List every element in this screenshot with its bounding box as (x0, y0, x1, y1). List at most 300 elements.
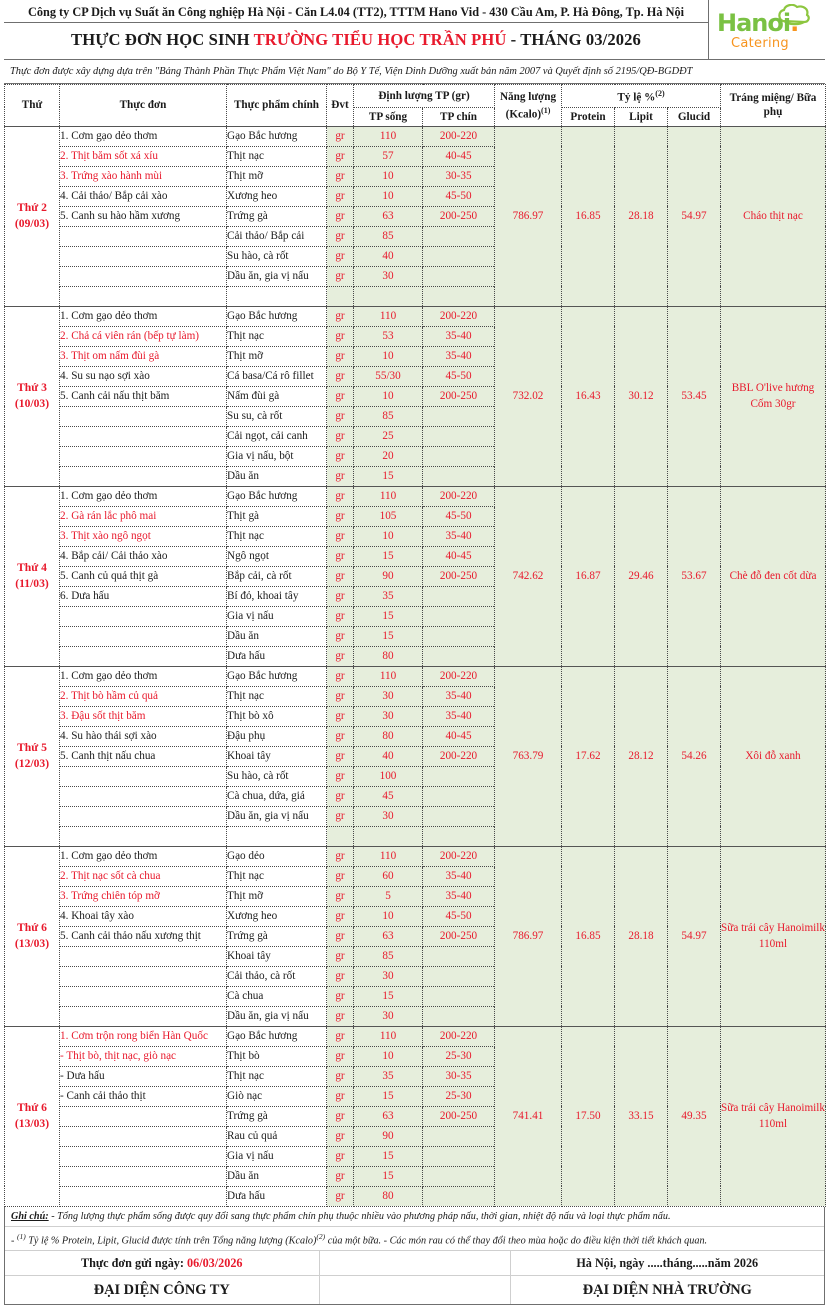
food-unit: gr (327, 386, 354, 406)
lipit-value: 33.15 (615, 1026, 668, 1206)
food-unit: gr (327, 626, 354, 646)
food-name: Thịt nạc (227, 326, 327, 346)
day-date: (13/03) (14, 937, 50, 951)
col-nang-luong (495, 85, 562, 127)
raw-weight: 110 (354, 666, 423, 686)
cooked-empty (423, 766, 495, 786)
food-unit: gr (327, 546, 354, 566)
food-name: Gạo Bắc hương (227, 306, 327, 326)
cooked-weight: 30-35 (423, 166, 495, 186)
raw-weight: 10 (354, 906, 423, 926)
cooked-weight: 45-50 (423, 186, 495, 206)
table-row (5, 486, 826, 506)
glucid-value: 53.67 (668, 486, 721, 666)
food-unit: gr (327, 726, 354, 746)
raw-weight: 110 (354, 306, 423, 326)
cooked-empty (423, 806, 495, 826)
lipit-value: 28.18 (615, 126, 668, 306)
dish-name: - Thịt bò, thịt nạc, giò nạc (60, 1046, 227, 1066)
sent-date-label: Thực đơn gửi ngày: (80, 1256, 184, 1271)
glucid-value: 54.97 (668, 126, 721, 306)
cooked-empty (423, 966, 495, 986)
raw-weight: 30 (354, 806, 423, 826)
food-unit: gr (327, 606, 354, 626)
day-cell (5, 126, 60, 306)
food-unit: gr (327, 226, 354, 246)
col-dinh-luong: Định lượng TP (gr) (354, 85, 495, 108)
food-unit: gr (327, 306, 354, 326)
lipit-value: 28.12 (615, 666, 668, 846)
food-name: Su su, cà rốt (227, 406, 327, 426)
food-name: Dầu ăn (227, 1166, 327, 1186)
cooked-weight: 35-40 (423, 686, 495, 706)
dessert-value: Sữa trái cây Hanoimilk 110ml (721, 1026, 826, 1206)
food-name: Dầu ăn (227, 466, 327, 486)
cooked-weight: 200-250 (423, 1106, 495, 1126)
protein-value: 16.85 (562, 846, 615, 1026)
footer-notes (4, 1207, 825, 1305)
raw-weight: 40 (354, 246, 423, 266)
cooked-empty (423, 446, 495, 466)
food-unit: gr (327, 1166, 354, 1186)
day-cell (5, 846, 60, 1026)
raw-weight: 30 (354, 266, 423, 286)
day-date: (10/03) (14, 397, 50, 411)
dish-name: 6. Dưa hấu (60, 586, 227, 606)
food-unit: gr (327, 1046, 354, 1066)
raw-weight: 45 (354, 786, 423, 806)
food-name: Thịt bò xô (227, 706, 327, 726)
note-text-2a: - (11, 1235, 17, 1247)
dish-name: 3. Trứng xào hành mùi (60, 166, 227, 186)
sent-date-value: 06/03/2026 (187, 1256, 243, 1271)
raw-weight: 110 (354, 1026, 423, 1046)
cooked-weight: 200-220 (423, 126, 495, 146)
food-name: Thịt nạc (227, 1066, 327, 1086)
unit-empty (327, 826, 354, 846)
food-unit: gr (327, 806, 354, 826)
raw-weight: 55/30 (354, 366, 423, 386)
dish-name: 1. Cơm gạo dẻo thơm (60, 126, 227, 146)
glucid-value: 53.45 (668, 306, 721, 486)
cooked-weight: 200-250 (423, 386, 495, 406)
dessert-value: Cháo thịt nạc (721, 126, 826, 306)
food-name: Gạo Bắc hương (227, 126, 327, 146)
food-name: Dầu ăn, gia vị nấu (227, 266, 327, 286)
food-name: Cà chua (227, 986, 327, 1006)
cooked-weight: 40-45 (423, 146, 495, 166)
dish-name: 3. Đậu sốt thịt băm (60, 706, 227, 726)
cooked-weight: 35-40 (423, 346, 495, 366)
raw-weight: 30 (354, 966, 423, 986)
food-unit: gr (327, 566, 354, 586)
raw-weight: 15 (354, 1086, 423, 1106)
day-name: Thứ 6 (17, 1101, 47, 1115)
food-unit: gr (327, 246, 354, 266)
dish-name: 3. Thịt xào ngô ngọt (60, 526, 227, 546)
food-unit: gr (327, 446, 354, 466)
raw-weight: 15 (354, 1166, 423, 1186)
logo-name: Hanoi (717, 8, 791, 37)
food-name: Dầu ăn, gia vị nấu (227, 806, 327, 826)
title-school-name: TRƯỜNG TIỂU HỌC TRẦN PHÚ (253, 30, 507, 49)
menu-table (4, 84, 826, 1207)
food-unit: gr (327, 486, 354, 506)
dish-name: 4. Khoai tây xào (60, 906, 227, 926)
dish-empty (60, 606, 227, 626)
dish-empty (60, 826, 227, 846)
kcal-value: 732.02 (495, 306, 562, 486)
dish-name: 3. Thịt om nấm đùi gà (60, 346, 227, 366)
cooked-weight: 40-45 (423, 546, 495, 566)
lipit-value: 29.46 (615, 486, 668, 666)
cooked-empty (423, 606, 495, 626)
food-empty (227, 826, 327, 846)
note-text-2b: Tỷ lệ % Protein, Lipit, Glucid được tính trên Tổng năng lượng (Kcalo) (25, 1235, 317, 1247)
food-unit: gr (327, 906, 354, 926)
day-date: (09/03) (14, 217, 50, 231)
cooked-empty (423, 986, 495, 1006)
lipit-value: 28.18 (615, 846, 668, 1026)
col-tp-chin: TP chín (423, 107, 495, 126)
dish-name: - Dưa hấu (60, 1066, 227, 1086)
protein-value: 17.50 (562, 1026, 615, 1206)
food-unit: gr (327, 146, 354, 166)
logo-dot: . (790, 8, 799, 37)
cooked-weight: 30-35 (423, 1066, 495, 1086)
raw-weight: 20 (354, 446, 423, 466)
raw-weight: 90 (354, 1126, 423, 1146)
raw-weight: 35 (354, 586, 423, 606)
col-tp-song: TP sống (354, 107, 423, 126)
raw-weight: 10 (354, 526, 423, 546)
note-label: Ghi chú: (11, 1210, 49, 1222)
cooked-weight: 35-40 (423, 886, 495, 906)
food-unit: gr (327, 506, 354, 526)
logo-tagline: Catering (731, 35, 789, 51)
dish-name: - Canh cải thảo thịt (60, 1086, 227, 1106)
glucid-value: 54.97 (668, 846, 721, 1026)
food-unit: gr (327, 466, 354, 486)
food-name: Su hào, cà rốt (227, 766, 327, 786)
raw-weight: 85 (354, 226, 423, 246)
dish-name: 4. Bắp cải/ Cải thảo xào (60, 546, 227, 566)
food-name: Dưa hấu (227, 1186, 327, 1206)
dish-empty (60, 266, 227, 286)
food-name: Thịt gà (227, 506, 327, 526)
table-body (5, 126, 826, 1206)
food-unit: gr (327, 326, 354, 346)
signature-company-col (5, 1251, 319, 1304)
day-name: Thứ 2 (17, 201, 47, 215)
table-row (5, 846, 826, 866)
food-name: Thịt nạc (227, 526, 327, 546)
cooked-empty (423, 786, 495, 806)
raw-weight: 15 (354, 546, 423, 566)
dish-empty (60, 806, 227, 826)
dish-empty (60, 226, 227, 246)
dish-name: 5. Canh thịt nấu chua (60, 746, 227, 766)
raw-weight: 110 (354, 486, 423, 506)
dish-name: 5. Canh cải nấu thịt băm (60, 386, 227, 406)
raw-weight: 30 (354, 686, 423, 706)
food-unit: gr (327, 706, 354, 726)
dish-empty (60, 786, 227, 806)
food-name: Thịt bò (227, 1046, 327, 1066)
sign-school-label: ĐẠI DIỆN NHÀ TRƯỜNG (582, 1282, 752, 1299)
col-thuc-don: Thực đơn (60, 85, 227, 127)
food-name: Xương heo (227, 906, 327, 926)
raw-weight: 15 (354, 1146, 423, 1166)
title-prefix: THỰC ĐƠN HỌC SINH (71, 30, 254, 49)
cooked-empty (423, 1006, 495, 1026)
day-name: Thứ 5 (17, 741, 47, 755)
raw-weight: 15 (354, 466, 423, 486)
kcal-value: 786.97 (495, 846, 562, 1026)
day-date: (12/03) (14, 757, 50, 771)
page-header (4, 0, 825, 60)
food-unit: gr (327, 366, 354, 386)
signature-school-col (511, 1251, 825, 1304)
raw-weight: 10 (354, 386, 423, 406)
food-name: Cà chua, dứa, giá (227, 786, 327, 806)
col-thu: Thứ (5, 85, 60, 127)
cooked-empty (423, 626, 495, 646)
day-name: Thứ 4 (17, 561, 47, 575)
cooked-weight: 200-220 (423, 1026, 495, 1046)
food-unit: gr (327, 646, 354, 666)
dish-name: 5. Canh su hào hầm xương (60, 206, 227, 226)
food-name: Gạo dẻo (227, 846, 327, 866)
dessert-value: Chè đỗ đen cốt dừa (721, 486, 826, 666)
food-name: Gạo Bắc hương (227, 486, 327, 506)
food-name: Thịt mỡ (227, 886, 327, 906)
dish-empty (60, 466, 227, 486)
cooked-empty (423, 426, 495, 446)
dish-empty (60, 1106, 227, 1126)
raw-weight: 105 (354, 506, 423, 526)
food-name: Thịt nạc (227, 866, 327, 886)
dish-name: 2. Thịt nạc sốt cà chua (60, 866, 227, 886)
day-cell (5, 486, 60, 666)
day-cell (5, 1026, 60, 1206)
table-row (5, 306, 826, 326)
raw-weight: 15 (354, 626, 423, 646)
note-sup-2: (2) (316, 1231, 326, 1241)
food-name: Nấm đùi gà (227, 386, 327, 406)
cooked-weight: 35-40 (423, 526, 495, 546)
col-thuc-pham-chinh: Thực phẩm chính (227, 85, 327, 127)
food-name: Trứng gà (227, 1106, 327, 1126)
day-date: (13/03) (14, 1117, 50, 1131)
logo-wordmark (717, 10, 798, 36)
food-unit: gr (327, 1066, 354, 1086)
food-unit: gr (327, 406, 354, 426)
food-unit: gr (327, 1026, 354, 1046)
raw-weight: 35 (354, 1066, 423, 1086)
dish-name: 2. Gà rán lắc phô mai (60, 506, 227, 526)
protein-value: 16.85 (562, 126, 615, 306)
raw-weight: 10 (354, 186, 423, 206)
food-unit: gr (327, 1086, 354, 1106)
day-cell (5, 306, 60, 486)
cooked-empty (423, 226, 495, 246)
cooked-weight: 35-40 (423, 706, 495, 726)
dish-empty (60, 1166, 227, 1186)
food-unit: gr (327, 1146, 354, 1166)
cooked-empty (423, 1166, 495, 1186)
table-row (5, 1026, 826, 1046)
cooked-weight: 40-45 (423, 726, 495, 746)
raw-weight: 63 (354, 206, 423, 226)
food-name: Cá basa/Cá rô fillet (227, 366, 327, 386)
cooked-weight: 25-30 (423, 1086, 495, 1106)
food-empty (227, 286, 327, 306)
food-name: Xương heo (227, 186, 327, 206)
col-lipit: Lipit (615, 107, 668, 126)
dish-name: 5. Canh củ quả thịt gà (60, 566, 227, 586)
food-unit: gr (327, 206, 354, 226)
dish-name: 1. Cơm gạo dẻo thơm (60, 666, 227, 686)
cooked-weight: 45-50 (423, 506, 495, 526)
food-unit: gr (327, 846, 354, 866)
source-note: Thực đơn được xây dựng dựa trên "Bảng Thành Phần Thực Phẩm Việt Nam" do Bộ Y Tế, Viện Dinh Dưỡng xuất bản năm 2007 và Quyết định số 2195/QĐ-BGDĐT (4, 60, 825, 84)
protein-value: 16.87 (562, 486, 615, 666)
company-address-line: Công ty CP Dịch vụ Suất ăn Công nghiệp Hà Nội - Căn L4.04 (TT2), TTTM Hano Vid - 430 Cầu Am, P. Hà Đông, Tp. Hà Nội (4, 0, 708, 23)
raw-weight: 10 (354, 1046, 423, 1066)
dish-empty (60, 946, 227, 966)
dish-name: 4. Su su nạo sợi xào (60, 366, 227, 386)
page-title (4, 23, 708, 59)
day-name: Thứ 3 (17, 381, 47, 395)
raw-weight: 30 (354, 706, 423, 726)
raw-weight: 30 (354, 1006, 423, 1026)
day-date: (11/03) (15, 577, 49, 591)
signature-spacer (319, 1251, 511, 1304)
cooked-weight: 45-50 (423, 366, 495, 386)
cooked-weight: 200-220 (423, 306, 495, 326)
dish-name: 4. Cải thảo/ Bắp cải xào (60, 186, 227, 206)
dish-name: 1. Cơm trộn rong biển Hàn Quốc (60, 1026, 227, 1046)
food-name: Gạo Bắc hương (227, 666, 327, 686)
kcal-value: 786.97 (495, 126, 562, 306)
raw-weight: 80 (354, 646, 423, 666)
cooked-empty (423, 826, 495, 846)
food-name: Rau củ quả (227, 1126, 327, 1146)
raw-weight: 110 (354, 126, 423, 146)
col-dvt: Đvt (327, 85, 354, 127)
food-unit: gr (327, 1186, 354, 1206)
cooked-weight: 25-30 (423, 1046, 495, 1066)
food-name: Khoai tây (227, 746, 327, 766)
raw-weight: 10 (354, 346, 423, 366)
food-name: Cải ngọt, cải canh (227, 426, 327, 446)
cooked-weight: 200-220 (423, 846, 495, 866)
table-head (5, 85, 826, 127)
col-ty-le-label: Tỷ lệ % (617, 91, 656, 104)
food-unit: gr (327, 586, 354, 606)
raw-weight: 60 (354, 866, 423, 886)
cooked-empty (423, 406, 495, 426)
food-name: Ngô ngọt (227, 546, 327, 566)
raw-weight: 63 (354, 926, 423, 946)
food-unit: gr (327, 786, 354, 806)
dish-name: 1. Cơm gạo dẻo thơm (60, 486, 227, 506)
col-trang-mieng: Tráng miệng/ Bữa phụ (721, 85, 826, 127)
raw-weight: 85 (354, 946, 423, 966)
title-suffix: - THÁNG 03/2026 (506, 30, 641, 49)
food-unit: gr (327, 1126, 354, 1146)
food-unit: gr (327, 746, 354, 766)
dessert-value: Xôi đỗ xanh (721, 666, 826, 846)
dish-empty (60, 986, 227, 1006)
food-unit: gr (327, 166, 354, 186)
food-name: Trứng gà (227, 206, 327, 226)
food-unit: gr (327, 986, 354, 1006)
raw-empty (354, 826, 423, 846)
food-name: Dầu ăn (227, 626, 327, 646)
food-unit: gr (327, 346, 354, 366)
cooked-weight: 35-40 (423, 326, 495, 346)
kcal-value: 741.41 (495, 1026, 562, 1206)
food-name: Dưa hấu (227, 646, 327, 666)
cooked-weight: 200-220 (423, 486, 495, 506)
dish-empty (60, 406, 227, 426)
food-unit: gr (327, 266, 354, 286)
dish-empty (60, 446, 227, 466)
dish-name: 2. Thịt băm sốt xá xíu (60, 146, 227, 166)
note-text-1: - Tổng lượng thực phẩm sống được quy đổi sang thực phẩm chín phụ thuộc nhiều vào phương pháp nấu, thời gian, nhiệt độ nấu và loại thực phẩm nấu. (48, 1210, 671, 1222)
cooked-weight: 200-250 (423, 566, 495, 586)
col-glucid: Glucid (668, 107, 721, 126)
cooked-empty (423, 1126, 495, 1146)
food-unit: gr (327, 686, 354, 706)
place-date-line: Hà Nội, ngày .....tháng.....năm 2026 (511, 1251, 825, 1276)
cooked-empty (423, 266, 495, 286)
raw-weight: 5 (354, 886, 423, 906)
food-unit: gr (327, 186, 354, 206)
header-text-block (4, 0, 708, 59)
dish-empty (60, 1006, 227, 1026)
note-line-1 (5, 1207, 824, 1227)
cooked-weight: 200-220 (423, 746, 495, 766)
cooked-weight: 35-40 (423, 866, 495, 886)
brand-logo (708, 0, 825, 59)
food-name: Thịt nạc (227, 146, 327, 166)
lipit-value: 30.12 (615, 306, 668, 486)
food-name: Trứng gà (227, 926, 327, 946)
cooked-weight: 200-250 (423, 206, 495, 226)
col-ty-le (562, 85, 721, 108)
dish-empty (60, 646, 227, 666)
food-unit: gr (327, 426, 354, 446)
cooked-empty (423, 946, 495, 966)
col-protein: Protein (562, 107, 615, 126)
dish-empty (60, 966, 227, 986)
kcal-value: 763.79 (495, 666, 562, 846)
logo-wrap (715, 4, 819, 56)
cooked-empty (423, 586, 495, 606)
raw-weight: 53 (354, 326, 423, 346)
raw-weight: 57 (354, 146, 423, 166)
food-name: Cải thảo, cà rốt (227, 966, 327, 986)
cooked-empty (423, 646, 495, 666)
raw-empty (354, 286, 423, 306)
raw-weight: 90 (354, 566, 423, 586)
raw-weight: 85 (354, 406, 423, 426)
dish-name: 2. Thịt bò hầm củ quả (60, 686, 227, 706)
dish-name: 5. Canh cải thảo nấu xương thịt (60, 926, 227, 946)
